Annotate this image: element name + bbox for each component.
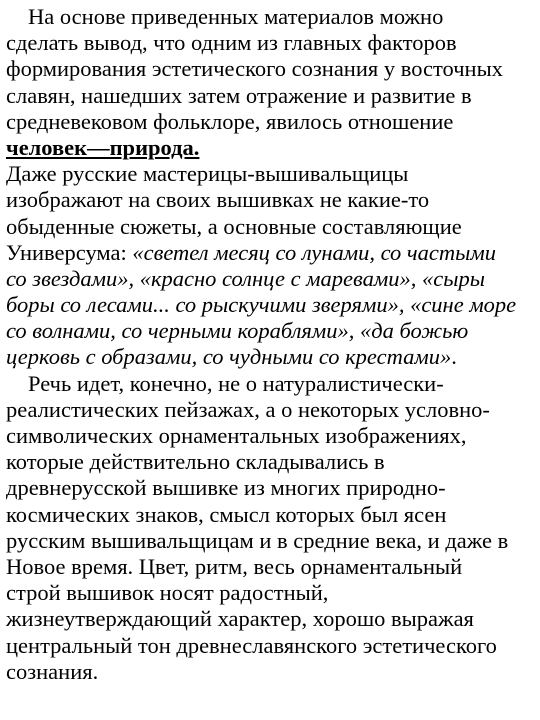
text-segment: которые действительно складывались в <box>6 449 385 475</box>
text-line <box>6 606 536 632</box>
text-segment: древнерусской вышивке из многих природно- <box>6 475 446 501</box>
text-line <box>6 580 536 606</box>
folk-quote: со звездами», «красно солнце с маревами», «сыры <box>6 265 485 291</box>
text-segment: Новое время. Цвет, ритм, весь орнаментальный <box>6 553 463 579</box>
text-line <box>6 4 536 30</box>
text-line <box>6 56 536 82</box>
document-page <box>6 4 536 685</box>
folk-quote: со волнами, со черными кораблями», «да божью <box>6 318 469 344</box>
text-line <box>6 475 536 501</box>
text-segment: Даже русские мастерицы-вышивальщицы <box>6 161 409 187</box>
text-line <box>6 266 536 292</box>
text-line <box>6 292 536 318</box>
text-segment: символических орнаментальных изображениях, <box>6 423 467 448</box>
text-line <box>6 135 536 161</box>
text-line <box>6 633 536 659</box>
text-segment: реалистических пейзажах, а о некоторых условно- <box>6 396 490 422</box>
text-line <box>6 554 536 580</box>
folk-quote: боры со лесами... со рыскучими зверями», «сине море <box>6 292 517 318</box>
text-segment: сознания. <box>6 658 99 684</box>
text-line <box>6 502 536 528</box>
text-line <box>6 423 536 449</box>
text-segment: центральный тон древнеславянского эстетического <box>6 632 497 658</box>
text-line <box>6 187 536 213</box>
text-line <box>6 240 536 266</box>
text-line <box>6 371 536 397</box>
text-line <box>6 318 536 344</box>
text-segment: изображают на своих вышивках не какие-то <box>6 187 430 213</box>
text-line <box>6 659 536 685</box>
text-segment: строй вышивок носят радостный, <box>6 580 329 606</box>
folk-quote: церковь с образами, со чудными со крестами» <box>6 344 452 370</box>
text-segment: средневековом фольклоре, явилось отношение <box>6 108 454 134</box>
text-segment: космических знаков, смысл которых был ясен <box>6 501 447 527</box>
text-line <box>6 449 536 475</box>
text-segment: На основе приведенных материалов можно <box>28 4 444 29</box>
text-line <box>6 109 536 135</box>
folk-quote: «светел месяц со лунами, со частыми <box>132 239 496 265</box>
text-line <box>6 30 536 56</box>
text-line <box>6 344 536 370</box>
text-line <box>6 214 536 240</box>
text-segment: обыденные сюжеты, а основные составляющие <box>6 213 462 239</box>
text-segment: славян, нашедших затем отражение и развитие в <box>6 82 472 108</box>
text-segment: сделать вывод, что одним из главных факторов <box>6 30 457 56</box>
text-segment: русским вышивальщицам и в средние века, и даже в <box>6 527 509 553</box>
emphasized-phrase: человек—природа. <box>6 134 200 160</box>
text-line <box>6 397 536 423</box>
text-line <box>6 528 536 554</box>
text-segment: жизнеутверждающий характер, хорошо выражая <box>6 606 474 632</box>
text-segment: Речь идет, конечно, не о натуралистически- <box>28 370 444 396</box>
text-line <box>6 161 536 187</box>
text-segment: Универсума: <box>6 239 133 265</box>
text-line <box>6 83 536 109</box>
text-segment: формирования эстетического сознания у восточных <box>6 56 503 82</box>
text-segment: . <box>451 344 457 370</box>
